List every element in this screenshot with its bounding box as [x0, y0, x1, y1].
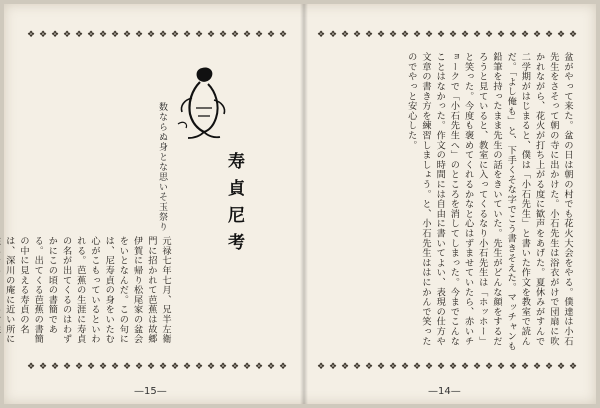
border-ornament: ❖ — [352, 30, 362, 40]
border-ornament: ❖ — [26, 30, 36, 40]
book-gutter — [300, 4, 308, 404]
right-page — [308, 4, 596, 404]
border-ornament: ❖ — [242, 30, 252, 40]
border-ornament: ❖ — [388, 30, 398, 40]
border-ornament: ❖ — [158, 30, 168, 40]
border-ornament: ❖ — [364, 30, 374, 40]
left-body-paragraph: 元禄七年七月、兄半左衛門に招かれて芭蕉は故郷伊賀に帰り松尾家の盆会をいとなんだ。この句には、尼寿貞の身をいたむ心がこもっているといわれる。芭蕉の生涯に寿貞の名が出てくるのはわずかにこの頃の書簡である。出てくる芭蕉の書簡の中に見える寿貞の名は、深川の庵に近い所に — [3, 236, 171, 344]
border-ornament: ❖ — [62, 362, 72, 372]
border-ornament: ❖ — [254, 362, 264, 372]
border-ornament: ❖ — [86, 362, 96, 372]
border-ornament: ❖ — [424, 30, 434, 40]
border-ornament: ❖ — [170, 362, 180, 372]
haiku-epigraph: 数ならぬ身とな思いそ玉祭り — [157, 102, 167, 232]
border-ornament: ❖ — [266, 362, 276, 372]
border-ornament: ❖ — [484, 362, 494, 372]
border-ornament: ❖ — [50, 362, 60, 372]
border-ornament: ❖ — [194, 30, 204, 40]
border-ornament: ❖ — [400, 30, 410, 40]
border-ornament: ❖ — [266, 30, 276, 40]
border-ornament: ❖ — [278, 30, 288, 40]
border-ornament: ❖ — [230, 362, 240, 372]
border-ornament: ❖ — [206, 30, 216, 40]
border-ornament: ❖ — [436, 30, 446, 40]
border-ornament: ❖ — [230, 30, 240, 40]
border-ornament: ❖ — [134, 30, 144, 40]
border-ornament: ❖ — [86, 30, 96, 40]
border-ornament: ❖ — [50, 30, 60, 40]
border-ornament: ❖ — [74, 30, 84, 40]
border-ornament: ❖ — [496, 362, 506, 372]
border-ornament: ❖ — [74, 362, 84, 372]
border-ornament: ❖ — [376, 30, 386, 40]
border-ornament: ❖ — [110, 30, 120, 40]
border-ornament: ❖ — [122, 362, 132, 372]
border-ornament: ❖ — [532, 30, 542, 40]
right-body-text — [322, 52, 574, 352]
book-spread — [4, 4, 596, 404]
border-ornament: ❖ — [170, 30, 180, 40]
border-ornament: ❖ — [520, 362, 530, 372]
border-ornament: ❖ — [352, 362, 362, 372]
essay-title: 寿貞尼考 — [224, 152, 244, 260]
border-ornament: ❖ — [448, 30, 458, 40]
border-ornament: ❖ — [376, 362, 386, 372]
border-ornament: ❖ — [544, 30, 554, 40]
border-ornament: ❖ — [98, 362, 108, 372]
border-ornament: ❖ — [412, 30, 422, 40]
border-ornament: ❖ — [328, 30, 338, 40]
border-ornament: ❖ — [424, 362, 434, 372]
page-number-left: —15— — [134, 386, 167, 397]
border-ornament: ❖ — [182, 30, 192, 40]
ornamental-border-bottom — [26, 360, 288, 374]
border-ornament: ❖ — [484, 30, 494, 40]
border-ornament: ❖ — [508, 30, 518, 40]
border-ornament: ❖ — [328, 362, 338, 372]
border-ornament: ❖ — [194, 362, 204, 372]
border-ornament: ❖ — [62, 30, 72, 40]
border-ornament: ❖ — [436, 362, 446, 372]
border-ornament: ❖ — [460, 362, 470, 372]
border-ornament: ❖ — [340, 362, 350, 372]
border-ornament: ❖ — [496, 30, 506, 40]
ornamental-border-bottom — [316, 360, 578, 374]
border-ornament: ❖ — [460, 30, 470, 40]
border-ornament: ❖ — [448, 362, 458, 372]
border-ornament: ❖ — [340, 30, 350, 40]
brush-figure-illustration — [174, 62, 230, 142]
border-ornament: ❖ — [122, 30, 132, 40]
border-ornament: ❖ — [146, 362, 156, 372]
border-ornament: ❖ — [26, 362, 36, 372]
border-ornament: ❖ — [206, 362, 216, 372]
border-ornament: ❖ — [218, 30, 228, 40]
right-body-paragraph: 盆がやって来た。盆の日は朝の村でも花火大会をやる。僕達は小石先生をさそって朝の寺に出かけた。小石先生は浴衣がけで団扇に吹かれながら、花火が打ち上がる度に歓声をあげた。夏休みがすんで二学期がはじまると、僕は「小石先生」と書いた作文を教室で読んだ。「よし俺も」と、下手くそな字でこう書きそえた。マッチャンも鉛筆を持ったまま先生の話をきいていた。先生がどんな顔をするだろうと見ていると、教室に入ってくるなり小石先生は「ホッホー」と笑った。今度も褒めてくれるかなと心はずませていたら、赤いチョークで「小石先生へ」のところを消してしまった。今までこんなことはなかった。作文の時間には自由に書いてよい、表現の仕方や文章の書き方を練習しましょう。と、小石先生ははにかんで笑ったのでやっと安心した。 — [405, 52, 573, 352]
border-ornament: ❖ — [568, 362, 578, 372]
border-ornament: ❖ — [544, 362, 554, 372]
border-ornament: ❖ — [278, 362, 288, 372]
border-ornament: ❖ — [146, 30, 156, 40]
border-ornament: ❖ — [98, 30, 108, 40]
border-ornament: ❖ — [472, 362, 482, 372]
border-ornament: ❖ — [520, 30, 530, 40]
border-ornament: ❖ — [556, 30, 566, 40]
left-body-text — [3, 236, 172, 344]
border-ornament: ❖ — [472, 30, 482, 40]
border-ornament: ❖ — [254, 30, 264, 40]
border-ornament: ❖ — [38, 30, 48, 40]
border-ornament: ❖ — [400, 362, 410, 372]
border-ornament: ❖ — [134, 362, 144, 372]
border-ornament: ❖ — [158, 362, 168, 372]
border-ornament: ❖ — [38, 362, 48, 372]
border-ornament: ❖ — [532, 362, 542, 372]
border-ornament: ❖ — [568, 30, 578, 40]
ornamental-border-top — [26, 28, 288, 42]
border-ornament: ❖ — [218, 362, 228, 372]
border-ornament: ❖ — [316, 30, 326, 40]
border-ornament: ❖ — [242, 362, 252, 372]
border-ornament: ❖ — [388, 362, 398, 372]
border-ornament: ❖ — [182, 362, 192, 372]
border-ornament: ❖ — [316, 362, 326, 372]
border-ornament: ❖ — [110, 362, 120, 372]
border-ornament: ❖ — [364, 362, 374, 372]
border-ornament: ❖ — [412, 362, 422, 372]
border-ornament: ❖ — [556, 362, 566, 372]
page-number-right: —14— — [428, 386, 461, 397]
left-page — [4, 4, 300, 404]
border-ornament: ❖ — [508, 362, 518, 372]
ornamental-border-top — [316, 28, 578, 42]
